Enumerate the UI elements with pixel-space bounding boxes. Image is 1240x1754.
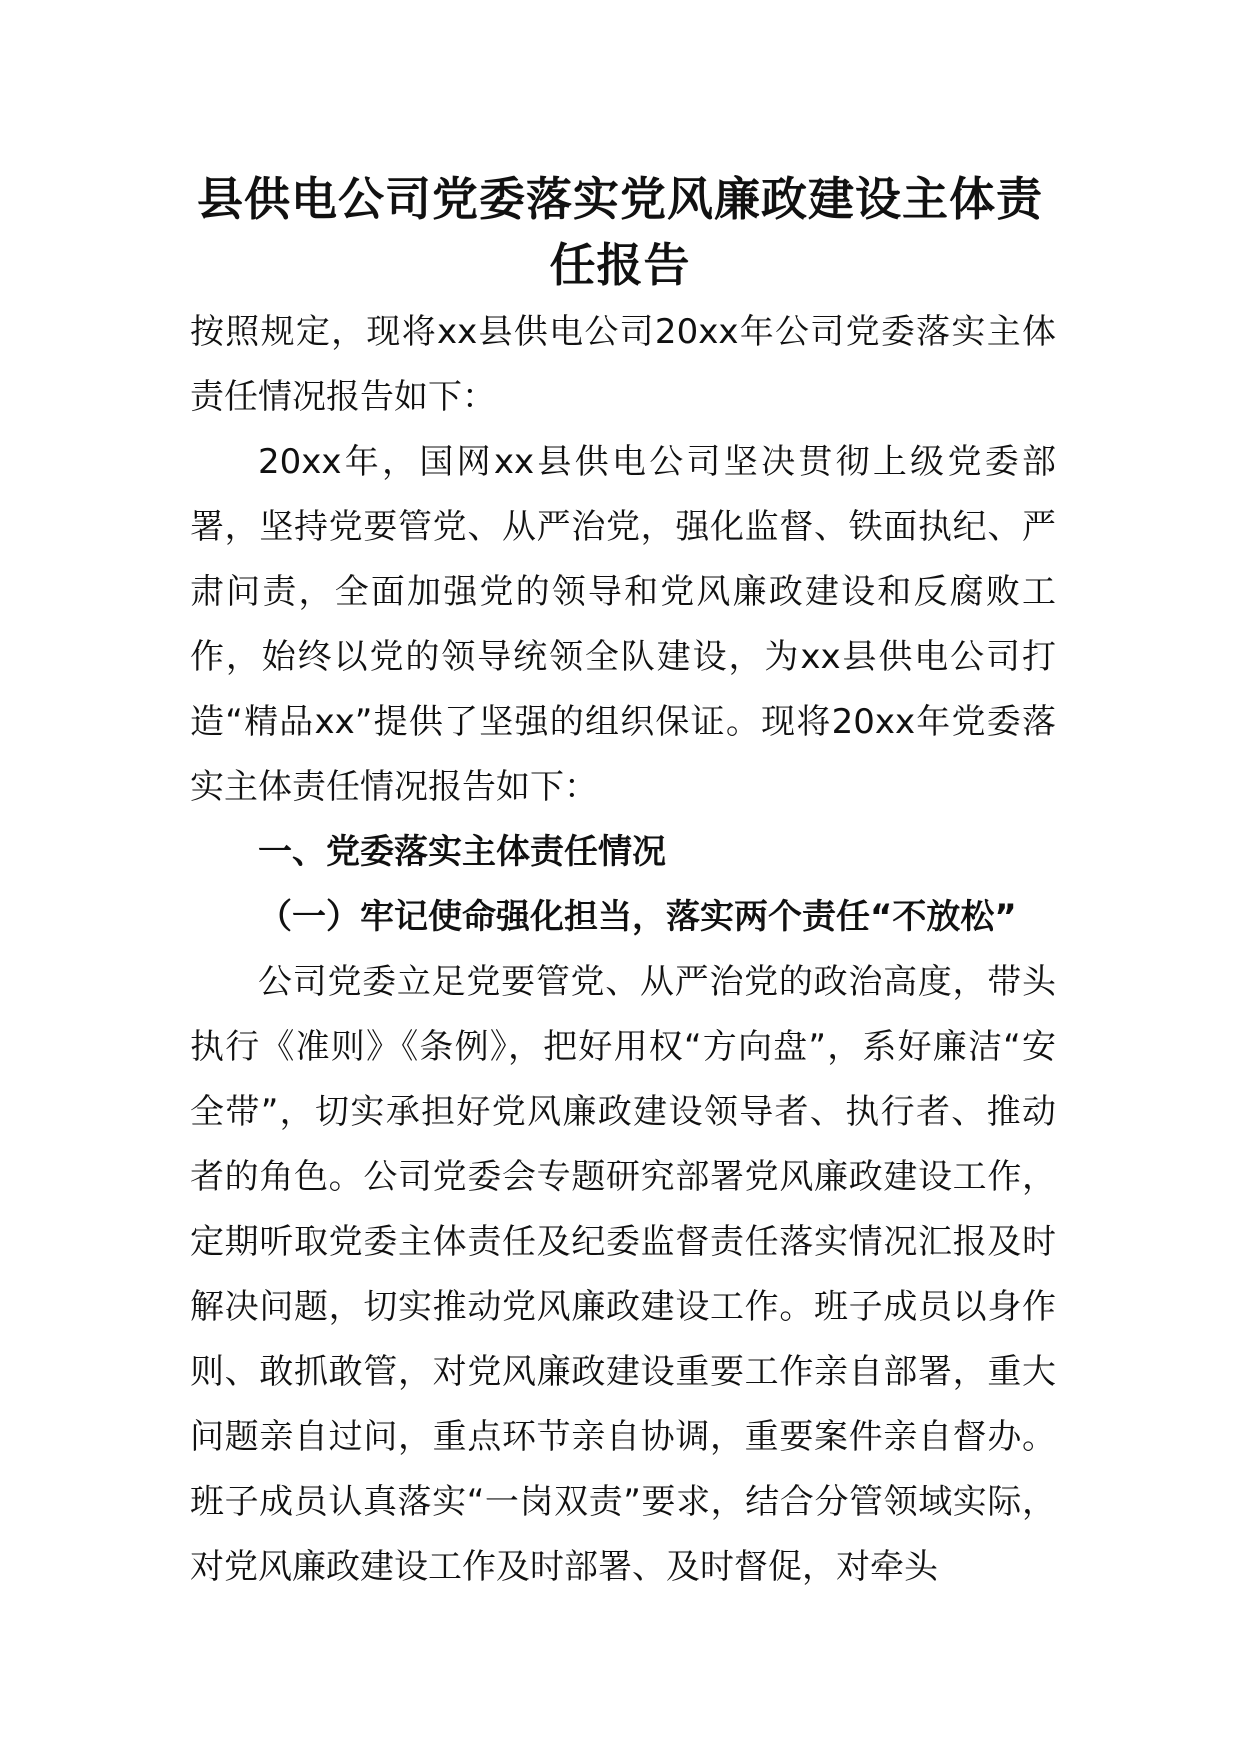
intro-paragraph: 按照规定，现将xx县供电公司20xx年公司党委落实主体责任情况报告如下： xyxy=(190,312,1056,417)
section-heading: 一、党委落实主体责任情况 xyxy=(258,832,666,872)
overview-paragraph: 20xx年，国网xx县供电公司坚决贯彻上级党委部署，坚持党要管党、从严治党，强化监督、铁面执纪、严肃问责，全面加强党的领导和党风廉政建设和反腐败工作，始终以党的领导统领全队建设，为xx县供电公司打造“精品xx”提供了坚强的组织保证。现将20xx年党委落实主体责任情况报告如下： xyxy=(190,442,1056,807)
responsibility-paragraph: 公司党委立足党要管党、从严治党的政治高度，带头执行《准则》《条例》，把好用权“方向盘”，系好廉洁“安全带”，切实承担好党风廉政建设领导者、执行者、推动者的角色。公司党委会专题研究部署党风廉政建设工作，定期听取党委主体责任及纪委监督责任落实情况汇报及时解决问题，切实推动党风廉政建设工作。班子成员以身作则、敢抓敢管，对党风廉政建设重要工作亲自部署，重大问题亲自过问，重点环节亲自协调，重要案件亲自督办。班子成员认真落实“一岗双责”要求，结合分管领域实际，对党风廉政建设工作及时部署、及时督促，对牵头 xyxy=(190,962,1056,1587)
subsection-heading: （一）牢记使命强化担当，落实两个责任“不放松” xyxy=(258,897,1017,937)
document-title: 县供电公司党委落实党风廉政建设主体责任报告 xyxy=(197,172,1043,292)
